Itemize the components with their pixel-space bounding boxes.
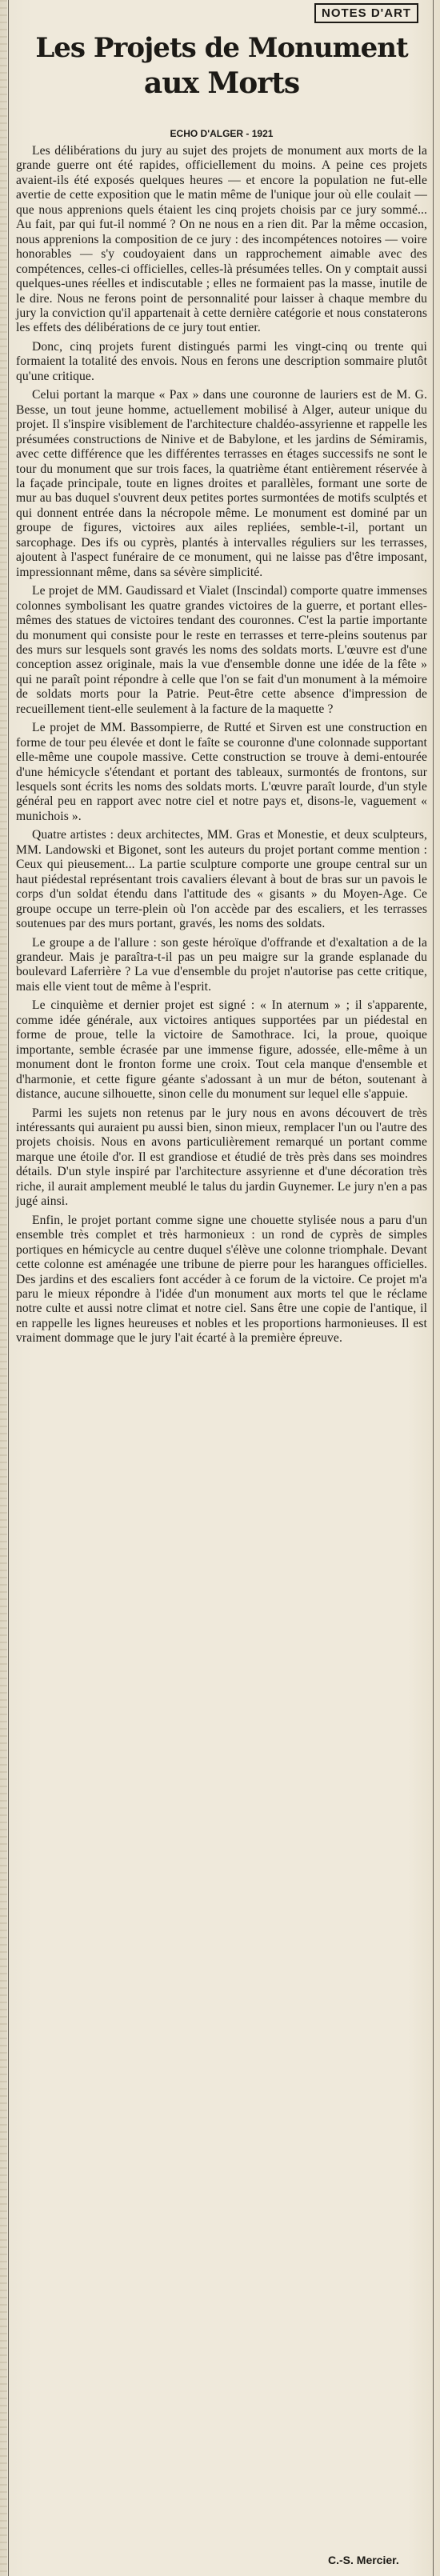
author-signature: C.-S. Mercier. [328,2554,399,2566]
paragraph: Le cinquième et dernier projet est signé : « In aternum » ; il s'apparente, comme idée générale, aux victoires antiques supportées par un piédestal en forme de proue, telle la victoire de Samothrace. Ici, la proue, quoique importante, semble écrasée par une immense figure, adossée, elle-même à un monument dont le fronton forme une croix. Tout cela manque d'ensemble et d'harmonie, et cette figure géante s'adossant à un mur de béton, soutenant à distance, aucune silhouette, sinon celle du monument sur lequel elle s'appuie. [16,998,427,1102]
paragraph: Le projet de MM. Bassompierre, de Rutté et Sirven est une construction en forme de tour peu élevée et dont le faîte se couronne d'une colonnade supportant elle-même une coupole massive. Cette construction se trouve à demi-entourée d'une hémicycle s'étendant et portant des tableaux, surmontés de frontons, sur lesquels sont écrits les noms des soldats morts. L'œuvre paraît lourde, d'un style général peu en rapport avec notre ciel et notre pays et, disons-le, vaguement « munichois ». [16,721,427,823]
paragraph: Enfin, le projet portant comme signe une chouette stylisée nous a paru d'un ensemble très complet et très harmonieux : un rond de cyprès de simples portiques en hémicycle au centre duquel s'élève une colonne triomphale. Devant cette colonne est aménagée une tribune de pierre pour les harangues officielles. Des jardins et des escaliers font accéder à ce forum de la victoire. Ce projet m'a paru le mieux répondre à l'idée d'un monument aux morts tel que le réclame notre culte et aussi notre climat et notre ciel. Sans être une copie de l'antique, il en rappelle les lignes heureuses et nobles et les proportions harmonieuses. Il est vraiment dommage que le jury l'ait écarté à la première épreuve. [16,1213,427,1346]
headline-line-2: aux Morts [143,66,300,100]
article-body [16,144,427,1350]
paragraph: Le projet de MM. Gaudissard et Vialet (Inscindal) comporte quatre immenses colonnes symbolisant les quatre grandes victoires de la guerre, et portant elles-mêmes des statues de victoires tendant des couronnes. C'est la partie importante du monument qui consiste pour le reste en terrasses et terre-pleins soutenus par des murs sur lesquels sont gravés les noms des soldats morts. L'œuvre est d'une conception assez originale, mais la vue d'ensemble donne une idée de la fête » qui ne paraît point répondre à celle que l'on se fait d'un monument à la mémoire de soldats morts pour la Patrie. Peut-être cette absence d'impression de recueillement tient-elle seulement à la facture de la maquette ? [16,584,427,716]
paragraph: Parmi les sujets non retenus par le jury nous en avons découvert de très intéressants qui auraient pu aussi bien, sinon mieux, remplacer l'un ou l'autre des projets choisis. Nous en avons particulièrement remarqué un portant comme marque une étoile d'or. Il est grandiose et étudié de très près dans ses moindres détails. D'un style inspiré par l'architecture assyrienne et d'une décoration très riche, il aurait amplement meublé le talus du jardin Guynemer. Le jury n'en a pas jugé ainsi. [16,1106,427,1209]
section-rubric: NOTES D'ART [314,3,418,23]
paragraph: Le groupe a de l'allure : son geste héroïque d'offrande et d'exaltation a de la grandeur. Mais je paraîtra-t-il pas un peu maigre sur la grande esplanade du boulevard Laferrière ? La vue d'ensemble du projet n'autorise pas cette critique, mais elle vient tout de même à l'esprit. [16,935,427,994]
headline-line-1: Les Projets de Monument [35,32,408,64]
paragraph: Quatre artistes : deux architectes, MM. Gras et Monestie, et deux sculpteurs, MM. Landowski et Bigonet, sont les auteurs du projet portant comme mention : Ceux qui pieusement... La partie sculpture comporte une groupe central sur un haut piédestal représentant trois cavaliers élevant à bout de bras sur un pavois le corps d'un soldat étendu dans l'attitude des « gisants » du Moyen-Age. Ce groupe occupe un terre-plein où l'on accède par des escaliers, et les terrasses soutenues par des murs portant, gravés, les noms des soldats. [16,828,427,931]
article-headline [16,30,427,101]
article-source: ECHO D'ALGER - 1921 [170,128,274,139]
paragraph: Celui portant la marque « Pax » dans une couronne de lauriers est de M. G. Besse, un tout jeune homme, actuellement mobilisé à Alger, auteur unique du projet. Il s'inspire visiblement de l'architecture chaldéo-assyrienne et rappelle les présumées constructions de Ninive et de Babylone, et les jardins de Sémiramis, avec cette différence que les différentes terrasses en étages successifs ne sont le tour du monument que sur trois faces, la quatrième étant entièrement réservée à la façade principale, toute en lignes droites et parallèles, formant une sorte de mur au bas duquel s'ouvrent deux petites portes surmontées de motifs sculptés et qui donnent entrée dans la nécropole même. Le monument est dominé par un groupe de figures, victoires aux ailes repliées, semble-t-il, portant un sarcophage. Des ifs ou cyprès, plantés à intervalles réguliers sur les terrasses, ajoutent à l'aspect funéraire de ce monument, qui ne laisse pas d'être imposant, impressionnant même, dans sa sévère simplicité. [16,388,427,579]
page-edge [0,0,7,2576]
paragraph: Donc, cinq projets furent distingués parmi les vingt-cinq ou trente qui formaient la totalité des envois. Nous en ferons une description sommaire plutôt qu'une critique. [16,339,427,383]
column-rule-left [8,0,9,2576]
paragraph: Les délibérations du jury au sujet des projets de monument aux morts de la grande guerre ont été rapides, officiellement du moins. A peine ces projets avaient-ils été exposés quelques heures — et encore la population ne fut-elle avertie de cette exposition que le matin même de l'unique jour où elle coulait — que nous apprenions quels étaient les cinq projets choisis par ce jury sommé... Au fait, par qui fut-il nommé ? On ne nous en a rien dit. Par la même occasion, nous apprenions la composition de ce jury : des incompétences notoires — voire honorables — s'y coudoyaient dans un rapprochement aimable avec des compétences, celles-ci officielles, celles-là présumées telles. On y comptait aussi quelques-unes réelles et indiscutable ; elles ne formaient pas la masse, inutile de le dire. Nous ne ferons point de personnalité pour laisser à chaque membre du jury la conviction qu'il appartenait à cette dernière catégorie et nous constaterons les effets des délibérations de ce jury tout entier. [16,144,427,335]
column-rule-right [433,0,434,2576]
